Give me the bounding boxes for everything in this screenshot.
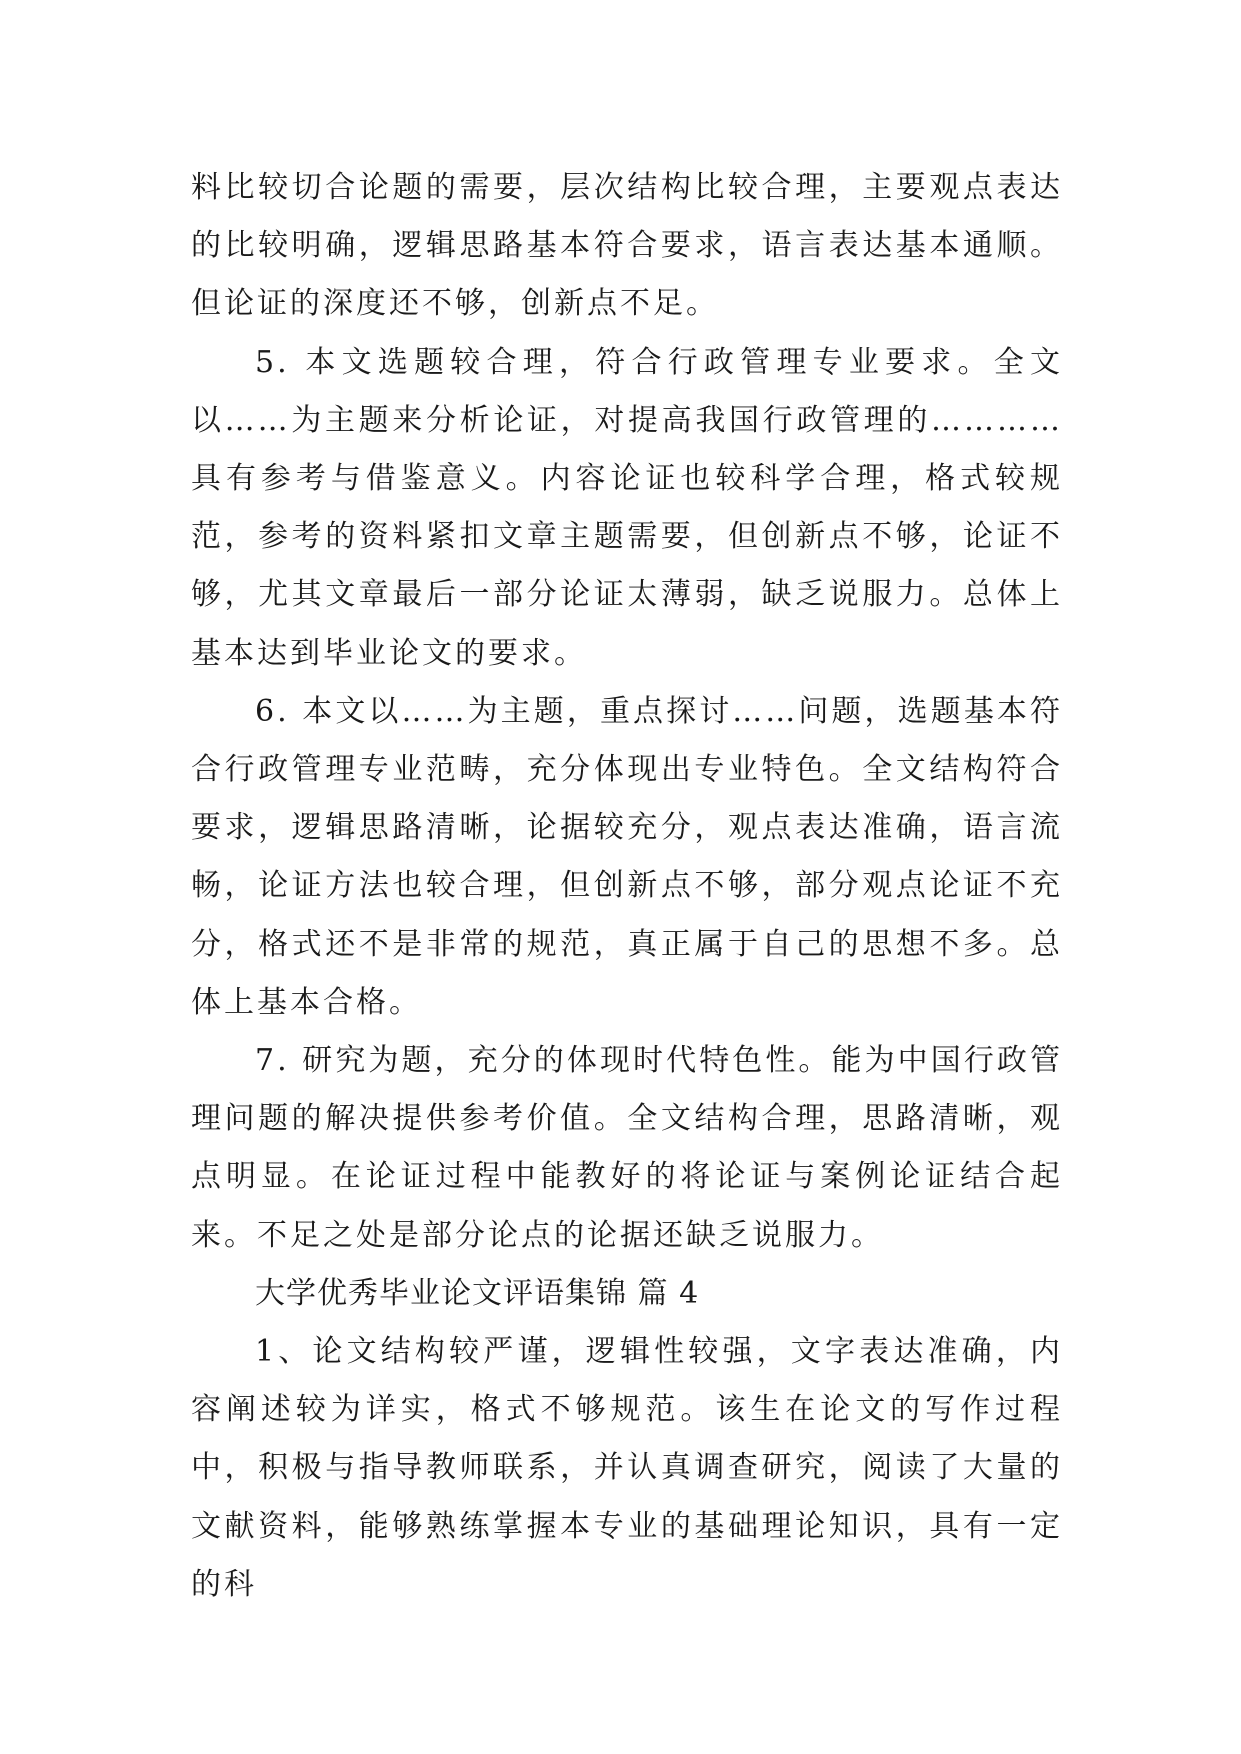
document-body <box>191 159 1063 1614</box>
paragraph-item-7: 7. 研究为题，充分的体现时代特色性。能为中国行政管理问题的解决提供参考价值。全文结构合理，思路清晰，观点明显。在论证过程中能教好的将论证与案例论证结合起来。不足之处是部分论点的论据还缺乏说服力。 <box>191 1043 1063 1253</box>
paragraph-item-5: 5. 本文选题较合理，符合行政管理专业要求。全文以……为主题来分析论证，对提高我国行政管理的…………具有参考与借鉴意义。内容论证也较科学合理，格式较规范，参考的资料紧扣文章主题需要，但创新点不够，论证不够，尤其文章最后一部分论证太薄弱，缺乏说服力。总体上基本达到毕业论文的要求。 <box>191 344 1063 671</box>
paragraph-section4-item-1: 1、论文结构较严谨，逻辑性较强，文字表达准确，内容阐述较为详实，格式不够规范。该生在论文的写作过程中，积极与指导教师联系，并认真调查研究，阅读了大量的文献资料，能够熟练掌握本专业的基础理论知识，具有一定的科 <box>191 1334 1063 1602</box>
paragraph-item-6: 6. 本文以……为主题，重点探讨……问题，选题基本符合行政管理专业范畴，充分体现出专业特色。全文结构符合要求，逻辑思路清晰，论据较充分，观点表达准确，语言流畅，论证方法也较合理，但创新点不够，部分观点论证不充分，格式还不是非常的规范，真正属于自己的思想不多。总体上基本合格。 <box>191 693 1063 1020</box>
paragraph-continuation: 料比较切合论题的需要，层次结构比较合理，主要观点表达的比较明确，逻辑思路基本符合要求，语言表达基本通顺。但论证的深度还不够，创新点不足。 <box>191 170 1063 322</box>
section-heading: 大学优秀毕业论文评语集锦 篇 4 <box>255 1275 700 1311</box>
